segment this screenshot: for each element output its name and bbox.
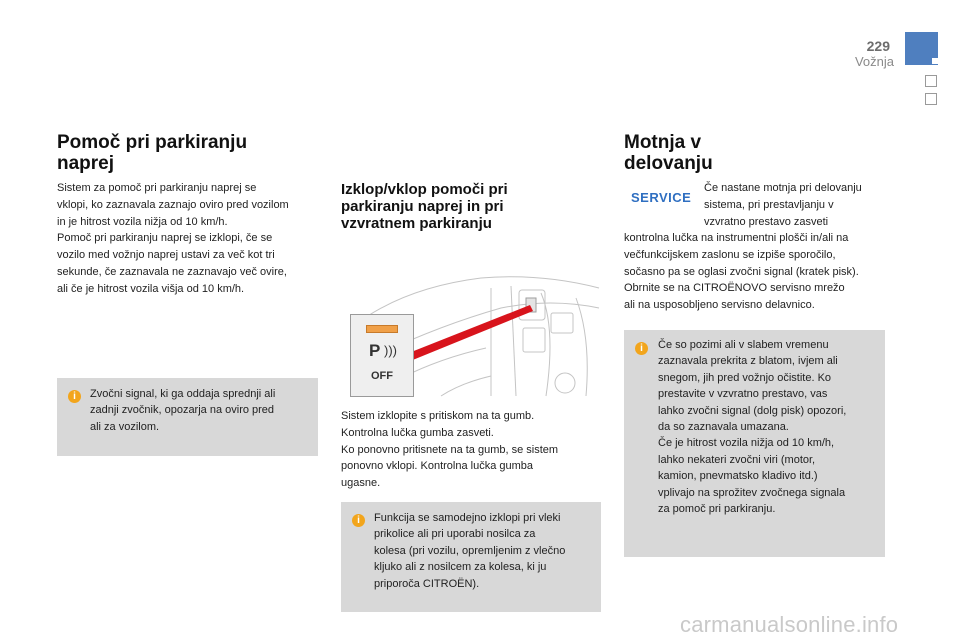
info-icon: i	[68, 390, 81, 403]
off-label: OFF	[371, 370, 393, 382]
right-body-text: kontrolna lučka na instrumentni plošči in/ali na večfunkcijskem zaslonu se izpiše sporočilo, sočasno pa se oglasi zvočni signal (kratek pisk). Obrnite se na CITROËNOVO servisno mrežo ali na usposobljeno servisno delavnico.	[624, 232, 859, 312]
middle-note-text: Funkcija se samodejno izklopi pri vleki prikolice ali pri uporabi nosilca za kolesa (pri vozilu, opremljenim z vlečno kljuko ali z nosilcem za kolesa, ki ju priporoča CITROËN).	[374, 512, 566, 590]
right-heading	[624, 132, 713, 174]
info-icon: i	[635, 342, 648, 355]
left-body-text: Sistem za pomoč pri parkiranju naprej se vklopi, ko zaznavala zaznajo oviro pred vozilom in je hitrost vozila nižja od 10 km/h. Pomoč pri parkiranju naprej se izklopi, če se vozilo med vožnjo naprej ustavi za več kot tri sekunde, če zaznavala ne zaznavajo več ovire, ali če je hitrost vozila višja od 10 km/h.	[57, 182, 289, 295]
dashboard-illustration	[341, 268, 601, 400]
left-heading	[57, 132, 247, 174]
sound-waves-icon: )))	[384, 343, 397, 358]
right-note-text: Če so pozimi ali v slabem vremenu zaznavala prekrita z blatom, ivjem ali snegom, jih pred vožnjo očistite. Ko prestavite v vzvratno prestavo, vas lahko zvočni signal (dolg pisk) opozori, da so zaznavala umazana. Če je hitrost vozila nižja od 10 km/h, lahko nekateri zvočni viri (motor, kamion, pnevmatsko kladivo itd.) vplivajo na sprožitev zvočnega signala za pomoč pri parkiranju.	[658, 339, 847, 516]
middle-body-text: Sistem izklopite s pritiskom na ta gumb. Kontrolna lučka gumba zasveti. Ko ponovno pritisnete na ta gumb, se sistem ponovno vklopi. Kontrolna lučka gumba ugasne.	[341, 410, 559, 490]
button-indicator-light	[366, 325, 398, 333]
page-number: 229	[866, 38, 890, 54]
service-warning-icon: SERVICE	[631, 190, 692, 205]
left-note-text: Zvočni signal, ki ga oddaja sprednji ali zadnji zvočnik, opozarja na oviro pred ali za vozilom.	[90, 388, 276, 433]
right-heading-line2: delovanju	[624, 153, 713, 174]
chapter-tab-marker	[932, 58, 938, 64]
right-heading-line1: Motnja v	[624, 132, 702, 153]
right-body-indent: Če nastane motnja pri delovanju sistema, pri prestavljanju v vzvratno prestavo zasveti	[704, 182, 862, 228]
chapter-tab-empty-2	[925, 93, 937, 105]
middle-heading	[341, 181, 591, 232]
watermark: carmanualsonline.info	[680, 612, 899, 637]
left-heading-line1: Pomoč pri parkiranju	[57, 132, 248, 153]
right-info-note	[624, 330, 885, 557]
left-heading-line2: naprej	[57, 153, 115, 174]
left-info-note	[57, 378, 318, 456]
info-icon: i	[352, 514, 365, 527]
park-assist-off-button[interactable]	[350, 314, 414, 397]
parking-sensor-icon: P	[369, 341, 381, 360]
middle-info-note	[341, 502, 601, 612]
chapter-tab-empty-1	[925, 75, 937, 87]
middle-heading-text: Izklop/vklop pomoči pri parkiranju naprej in pri vzvratnem parkiranju	[341, 181, 508, 232]
section-title: Vožnja	[854, 54, 894, 69]
